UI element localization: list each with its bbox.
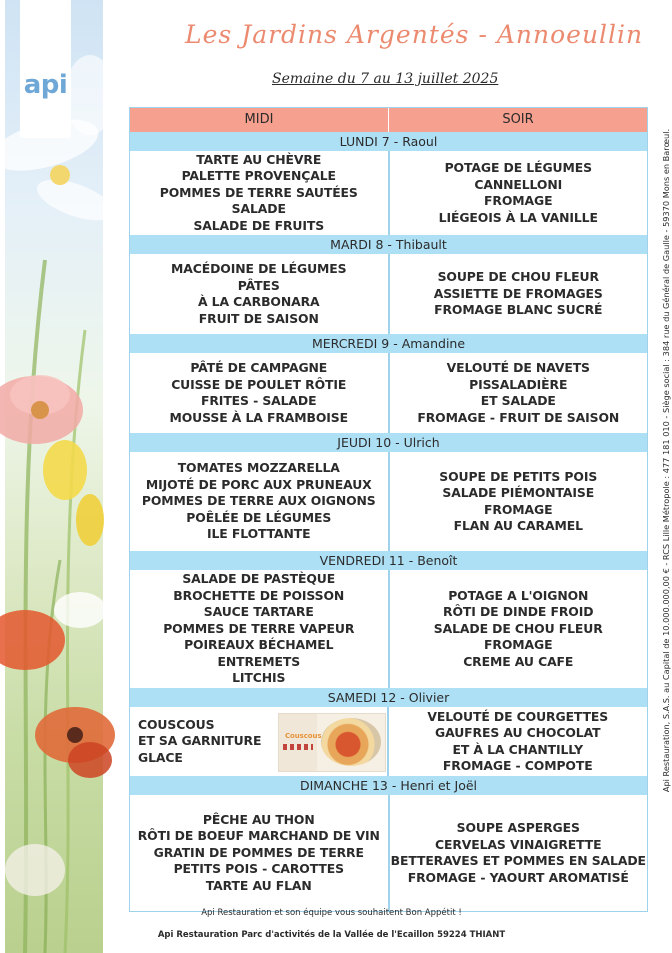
- menu-item: FROMAGE - COMPOTE: [442, 758, 593, 773]
- menu-item: POIREAUX BÉCHAMEL: [184, 637, 334, 653]
- menu-item: TARTE AU CHÈVRE: [196, 151, 322, 167]
- menu-item: GAUFRES AU CHOCOLAT: [435, 725, 601, 740]
- menu-item: FROMAGE - YAOURT AROMATISÉ: [407, 869, 629, 885]
- menu-item: COUSCOUS: [138, 716, 215, 732]
- day-header-mardi: MARDI 8 - Thibault: [130, 235, 647, 254]
- soir-menu-mercredi: [390, 353, 648, 433]
- soir-menu-jeudi: [390, 452, 648, 551]
- floral-decoration-strip: [5, 0, 103, 953]
- menu-item: ASSIETTE DE FROMAGES: [433, 285, 603, 301]
- menu-item: ET À LA CHANTILLY: [452, 741, 584, 757]
- menu-item: PÊCHE AU THON: [202, 811, 315, 827]
- menu-item: SOUPE ASPERGES: [456, 820, 580, 835]
- page-title: Les Jardins Argentés - Annoeullin: [185, 20, 644, 49]
- menu-item: MOUSSE À LA FRAMBOISE: [169, 409, 348, 425]
- menu-item: ILE FLOTTANTE: [206, 526, 311, 542]
- midi-column-header: MIDI: [130, 108, 389, 132]
- menu-item: ENTREMETS: [217, 653, 301, 669]
- footer-address: Api Restauration Parc d'activités de la Vallée de l'Ecaillon 59224 THIANT: [157, 930, 506, 940]
- menu-item: RÔTI DE BOEUF MARCHAND DE VIN: [137, 828, 380, 844]
- menu-item: GLACE: [138, 749, 183, 765]
- menu-item: MACÉDOINE DE LÉGUMES: [171, 261, 347, 276]
- midi-menu-mercredi: [130, 353, 390, 433]
- menu-item: ET SA GARNITURE: [138, 733, 262, 749]
- menu-item: CANNELLONI: [474, 176, 563, 192]
- menu-item: POMMES DE TERRE SAUTÉES: [159, 184, 358, 200]
- midi-menu-lundi: [130, 151, 390, 235]
- day-header-mercredi: MERCREDI 9 - Amandine: [130, 334, 647, 353]
- flower-illustration: [5, 0, 103, 953]
- menu-item: SOUPE DE CHOU FLEUR: [437, 269, 599, 285]
- menu-item: CUISSE DE POULET RÔTIE: [171, 376, 347, 392]
- menu-item: PALETTE PROVENÇALE: [181, 168, 336, 184]
- menu-item: TARTE AU FLAN: [205, 877, 312, 893]
- menu-item: FROMAGE: [484, 637, 553, 653]
- logo-tab: [20, 0, 71, 138]
- menu-item: POÊLÉE DE LÉGUMES: [186, 509, 332, 525]
- couscous-book-image: [278, 713, 386, 772]
- day-body-mardi: [130, 254, 647, 334]
- menu-item: PÂTES: [237, 277, 280, 293]
- menu-item: PETITS POIS - CAROTTES: [173, 861, 344, 877]
- menu-item: GRATIN DE POMMES DE TERRE: [153, 844, 364, 860]
- menu-item: PÂTÉ DE CAMPAGNE: [190, 360, 328, 375]
- couscous-dish-photo: [321, 718, 381, 766]
- menu-item: CREME AU CAFE: [463, 653, 574, 669]
- day-body-samedi: [130, 707, 647, 776]
- menu-item: LIÉGEOIS À LA VANILLE: [438, 209, 598, 225]
- midi-menu-vendredi: [130, 570, 390, 688]
- menu-item: SALADE DE CHOU FLEUR: [433, 620, 603, 636]
- menu-item: MIJOTÉ DE PORC AUX PRUNEAUX: [145, 476, 372, 492]
- day-header-dimanche: DIMANCHE 13 - Henri et Joël: [130, 776, 647, 795]
- day-body-dimanche: [130, 795, 647, 911]
- footer-message: Api Restauration et son équipe vous souhaitent Bon Appétit !: [201, 908, 462, 918]
- day-body-vendredi: [130, 570, 647, 688]
- menu-item: POMMES DE TERRE AUX OIGNONS: [141, 493, 376, 509]
- soir-menu-vendredi: [390, 570, 648, 688]
- day-header-vendredi: VENDREDI 11 - Benoît: [130, 551, 647, 570]
- menu-item: ET SALADE: [480, 393, 556, 408]
- soir-column-header: SOIR: [502, 112, 534, 127]
- day-body-jeudi: [130, 452, 647, 551]
- midi-menu-mardi: [130, 254, 390, 334]
- menu-item: LITCHIS: [232, 670, 286, 686]
- midi-menu-jeudi: [130, 452, 390, 551]
- menu-item: FLAN AU CARAMEL: [453, 518, 583, 533]
- day-header-lundi: LUNDI 7 - Raoul: [130, 132, 647, 151]
- menu-item: FRUIT DE SAISON: [198, 310, 319, 326]
- weekly-menu-table: [129, 107, 648, 912]
- menu-item: FROMAGE: [484, 501, 553, 517]
- soir-menu-dimanche: [390, 795, 648, 911]
- menu-item: POTAGE DE LÉGUMES: [444, 160, 592, 175]
- midi-menu-samedi: [130, 707, 389, 776]
- menu-item: SOUPE DE PETITS POIS: [439, 468, 598, 484]
- menu-item: BROCHETTE DE POISSON: [173, 587, 345, 603]
- day-header-samedi: SAMEDI 12 - Olivier: [130, 688, 647, 707]
- book-cover-title: Couscous: [285, 732, 322, 740]
- api-logo: api: [23, 70, 68, 100]
- menu-item: RÔTI DE DINDE FROID: [443, 604, 594, 620]
- menu-item: FROMAGE - FRUIT DE SAISON: [417, 409, 620, 425]
- week-subtitle: Semaine du 7 au 13 juillet 2025: [272, 71, 499, 87]
- menu-item: CERVELAS VINAIGRETTE: [435, 836, 602, 852]
- menu-item: SALADE DE PASTÈQUE: [182, 571, 336, 587]
- menu-item: POMMES DE TERRE VAPEUR: [163, 620, 355, 636]
- soir-menu-lundi: [390, 151, 648, 235]
- midi-menu-dimanche: [130, 795, 390, 911]
- menu-item: VELOUTÉ DE COURGETTES: [427, 708, 609, 724]
- menu-header-row: [130, 108, 647, 132]
- menu-item: FROMAGE BLANC SUCRÉ: [434, 302, 603, 318]
- day-body-mercredi: [130, 353, 647, 433]
- menu-item: FROMAGE: [484, 193, 553, 208]
- day-header-jeudi: JEUDI 10 - Ulrich: [130, 433, 647, 452]
- menu-item: SALADE DE FRUITS: [193, 217, 325, 233]
- menu-item: À LA CARBONARA: [197, 294, 320, 309]
- day-body-lundi: [130, 151, 647, 235]
- legal-text: Api Restauration, S.A.S. au Capital de 10.000.000,00 € - RCS Lille Métropole : 477 181 010 - Siège social : 384 rue du Général de Gaulle - 59370 Mons en Barœul.: [661, 128, 671, 793]
- menu-item: FRITES - SALADE: [201, 393, 317, 408]
- menu-item: BETTERAVES ET POMMES EN SALADE: [390, 853, 646, 868]
- legal-mentions: [650, 123, 671, 798]
- menu-item: TOMATES MOZZARELLA: [177, 460, 340, 476]
- menu-item: VELOUTÉ DE NAVETS: [446, 360, 590, 375]
- menu-item: SAUCE TARTARE: [203, 604, 314, 620]
- soir-menu-samedi: [389, 707, 648, 776]
- menu-item: SALADE PIÉMONTAISE: [442, 485, 595, 500]
- soir-menu-mardi: [390, 254, 648, 334]
- menu-item: PISSALADIÈRE: [469, 376, 568, 392]
- menu-item: SALADE: [231, 201, 286, 217]
- menu-item: POTAGE A L'OIGNON: [448, 587, 589, 603]
